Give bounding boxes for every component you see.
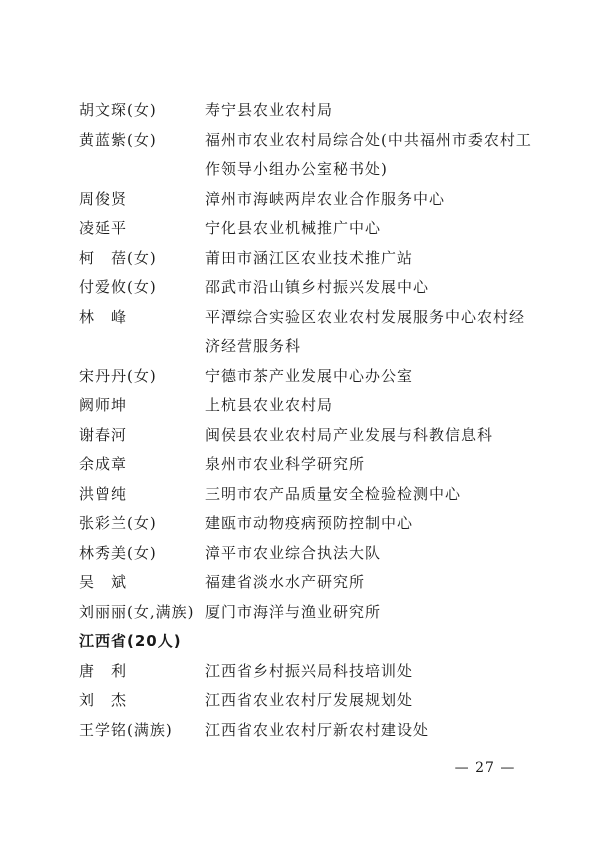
list-item <box>79 716 539 746</box>
organization: 厦门市海洋与渔业研究所 <box>205 602 382 621</box>
list-item <box>79 391 539 421</box>
person-name: 阙师坤 <box>79 396 128 414</box>
list-item <box>79 126 539 185</box>
list-item <box>79 450 539 480</box>
person-name: 林 峰 <box>79 307 128 326</box>
list-item <box>79 568 539 598</box>
person-name: 王学铭(满族) <box>79 720 173 739</box>
person-name: 张彩兰(女) <box>79 514 157 532</box>
list-item <box>79 96 539 126</box>
organization: 泉州市农业科学研究所 <box>205 455 366 473</box>
organization: 上杭县农业农村局 <box>205 396 334 414</box>
organization: 寿宁县农业农村局 <box>205 101 334 119</box>
list-item <box>79 362 539 392</box>
person-name: 周俊贤 <box>79 189 128 208</box>
list-item <box>79 686 539 716</box>
organization: 福建省淡水水产研究所 <box>205 573 366 591</box>
organization: 莆田市涵江区农业技术推广站 <box>205 248 414 267</box>
person-name: 洪曾纯 <box>79 484 128 503</box>
list-item <box>79 244 539 274</box>
list-item <box>79 509 539 539</box>
list-item <box>79 273 539 303</box>
person-name: 唐 利 <box>79 661 128 680</box>
person-name: 胡文琛(女) <box>79 101 157 119</box>
list-item <box>79 539 539 569</box>
list-item <box>79 214 539 244</box>
organization: 宁德市茶产业发展中心办公室 <box>205 366 414 385</box>
organization: 闽侯县农业农村局产业发展与科教信息科 <box>205 425 494 444</box>
list-item <box>79 185 539 215</box>
organization: 江西省农业农村厅新农村建设处 <box>205 720 430 739</box>
list-item <box>79 303 539 362</box>
organization: 平潭综合实验区农业农村发展服务中心农村经济经营服务科 <box>205 307 526 355</box>
person-name: 刘 杰 <box>79 691 128 709</box>
person-name: 黄蓝紫(女) <box>79 130 157 149</box>
person-name: 吴 斌 <box>79 573 128 591</box>
organization: 建瓯市动物疫病预防控制中心 <box>205 514 414 532</box>
organization: 宁化县农业机械推广中心 <box>205 219 382 237</box>
organization: 漳州市海峡两岸农业合作服务中心 <box>205 189 446 208</box>
organization: 江西省农业农村厅发展规划处 <box>205 691 414 709</box>
person-name: 凌延平 <box>79 219 128 237</box>
person-name: 宋丹丹(女) <box>79 366 157 385</box>
list-item <box>79 480 539 510</box>
entry-list <box>79 96 539 745</box>
organization: 福州市农业农村局综合处(中共福州市委农村工作领导小组办公室秘书处) <box>205 130 532 178</box>
person-name: 付爱攸(女) <box>79 278 157 296</box>
page-number: — 27 — <box>454 760 516 776</box>
organization: 江西省乡村振兴局科技培训处 <box>205 661 414 680</box>
person-name: 林秀美(女) <box>79 543 157 562</box>
organization: 三明市农产品质量安全检验检测中心 <box>205 484 462 503</box>
person-name: 谢春河 <box>79 425 128 444</box>
list-item <box>79 657 539 687</box>
organization: 漳平市农业综合执法大队 <box>205 543 382 562</box>
person-name: 刘丽丽(女,满族) <box>79 602 195 621</box>
list-item <box>79 598 539 628</box>
person-name: 余成章 <box>79 455 128 473</box>
person-name: 柯 蓓(女) <box>79 248 157 267</box>
organization: 邵武市沿山镇乡村振兴发展中心 <box>205 278 430 296</box>
section-heading-jiangxi: 江西省(20人) <box>79 632 182 650</box>
list-item <box>79 421 539 451</box>
